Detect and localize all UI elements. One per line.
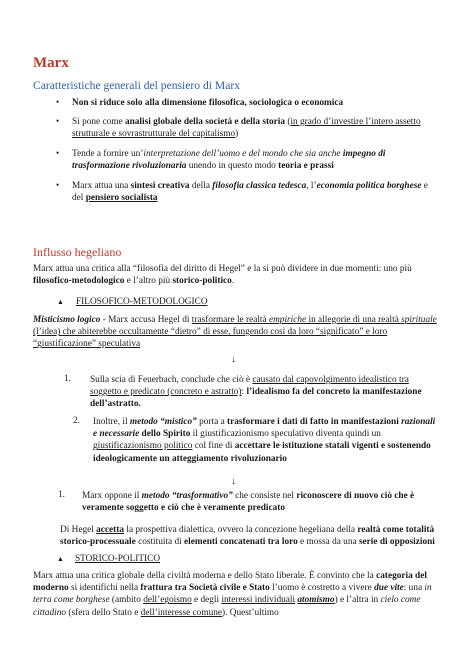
numbered-item-1: Sulla scia di Feuerbach, conclude che ciò è causato dal capovolgimento idealistico tra soggetto e predicato (concreto e astratto): l’idealismo fa del concreto la manifestazione dell’astratto.	[90, 375, 422, 410]
page-title: Marx	[33, 55, 69, 71]
bullet-2: Si pone come analisi globale della società e della storia (in grado d’investire l’intero assetto strutturale e sovrastrutturale del capitalismo)	[72, 117, 421, 140]
list-number: 2.	[73, 416, 80, 426]
intro-paragraph: Marx attua una critica alla “filosofia del diritto di Hegel” e la si può dividere in due momenti: uno più filosofico-metodologico e l’altro più storico-politico.	[33, 264, 412, 287]
section-title-general: Caratteristiche generali del pensiero di Marx	[33, 79, 240, 92]
bullet-4: Marx attua una sintesi creativa della filosofia classica tedesca, l’economia politica borghese e del pensiero socialista	[72, 181, 428, 204]
numbered-item-3: Marx oppone il metodo “trasformativo” che consiste nel riconoscere di nuovo ciò che è veramente soggetto e ciò che è veramente predicato	[82, 491, 415, 514]
bullet-dot-icon: •	[56, 180, 60, 190]
storico-paragraph: Marx attua una critica globale della civiltà moderna e dello Stato liberale. È convinto che la categoria del moderno si identifichi nella frattura tra Società civile e Stato l’uomo è costretto a vivere due vite: una in terra come borghese (ambito dell’egoismo e degli interessi individuali atomismo) e l’altra in cielo come cittadino (sfera dello Stato e dell’interesse comune). Quest’ultimo	[33, 571, 432, 618]
bullet-dot-icon: •	[56, 116, 60, 126]
triangle-bullet-icon: ▲	[57, 298, 64, 306]
list-number: 1.	[58, 490, 65, 500]
bullet-dot-icon: •	[56, 97, 60, 107]
bullet-dot-icon: •	[56, 148, 60, 158]
section-heading-filosofico: FILOSOFICO-METODOLOGICO	[76, 297, 208, 307]
list-number: 1.	[64, 374, 71, 384]
section-heading-storico: STORICO-POLITICO	[75, 554, 161, 564]
down-arrow-icon: ↓	[231, 354, 236, 365]
misticismo-paragraph: Misticismo logico - Marx accusa Hegel di trasformare le realtà empiriche in allegorie di una realtà spirituale (l’idea) che abiterebbe occultamente “dietro” di esse, fungendo così da loro “significato” e loro “giustificazione” speculativa	[33, 315, 437, 350]
section-title-hegel: Influsso hegeliano	[33, 245, 122, 259]
triangle-bullet-icon: ▲	[57, 555, 64, 563]
bullet-3: Tende a fornire un’interpretazione dell’uomo e del mondo che sia anche impegno di trasformazione rivoluzionaria unendo in questo modo teoria e prassi	[72, 149, 386, 172]
bullet-1: Non si riduce solo alla dimensione filosofica, sociologica o economica	[72, 98, 344, 108]
dihegel-paragraph: Di Hegel accetta la prospettiva dialettica, ovvero la concezione hegeliana della realtà come totalità storico-processuale costituita di elementi concatenati tra loro e mossa da una serie di opposizioni	[60, 525, 435, 548]
down-arrow-icon: ↓	[231, 476, 236, 487]
numbered-item-2: Inoltre, il metodo “mistico” porta a trasformare i dati di fatto in manifestazioni razionali e necessarie dello Spirito il giustificazionismo speculativo diventa quindi un giustificazionismo politico col fine di accettare le istituzione statali vigenti e sostenendo ideologicamente un atteggiamento rivoluzionario	[93, 417, 436, 464]
